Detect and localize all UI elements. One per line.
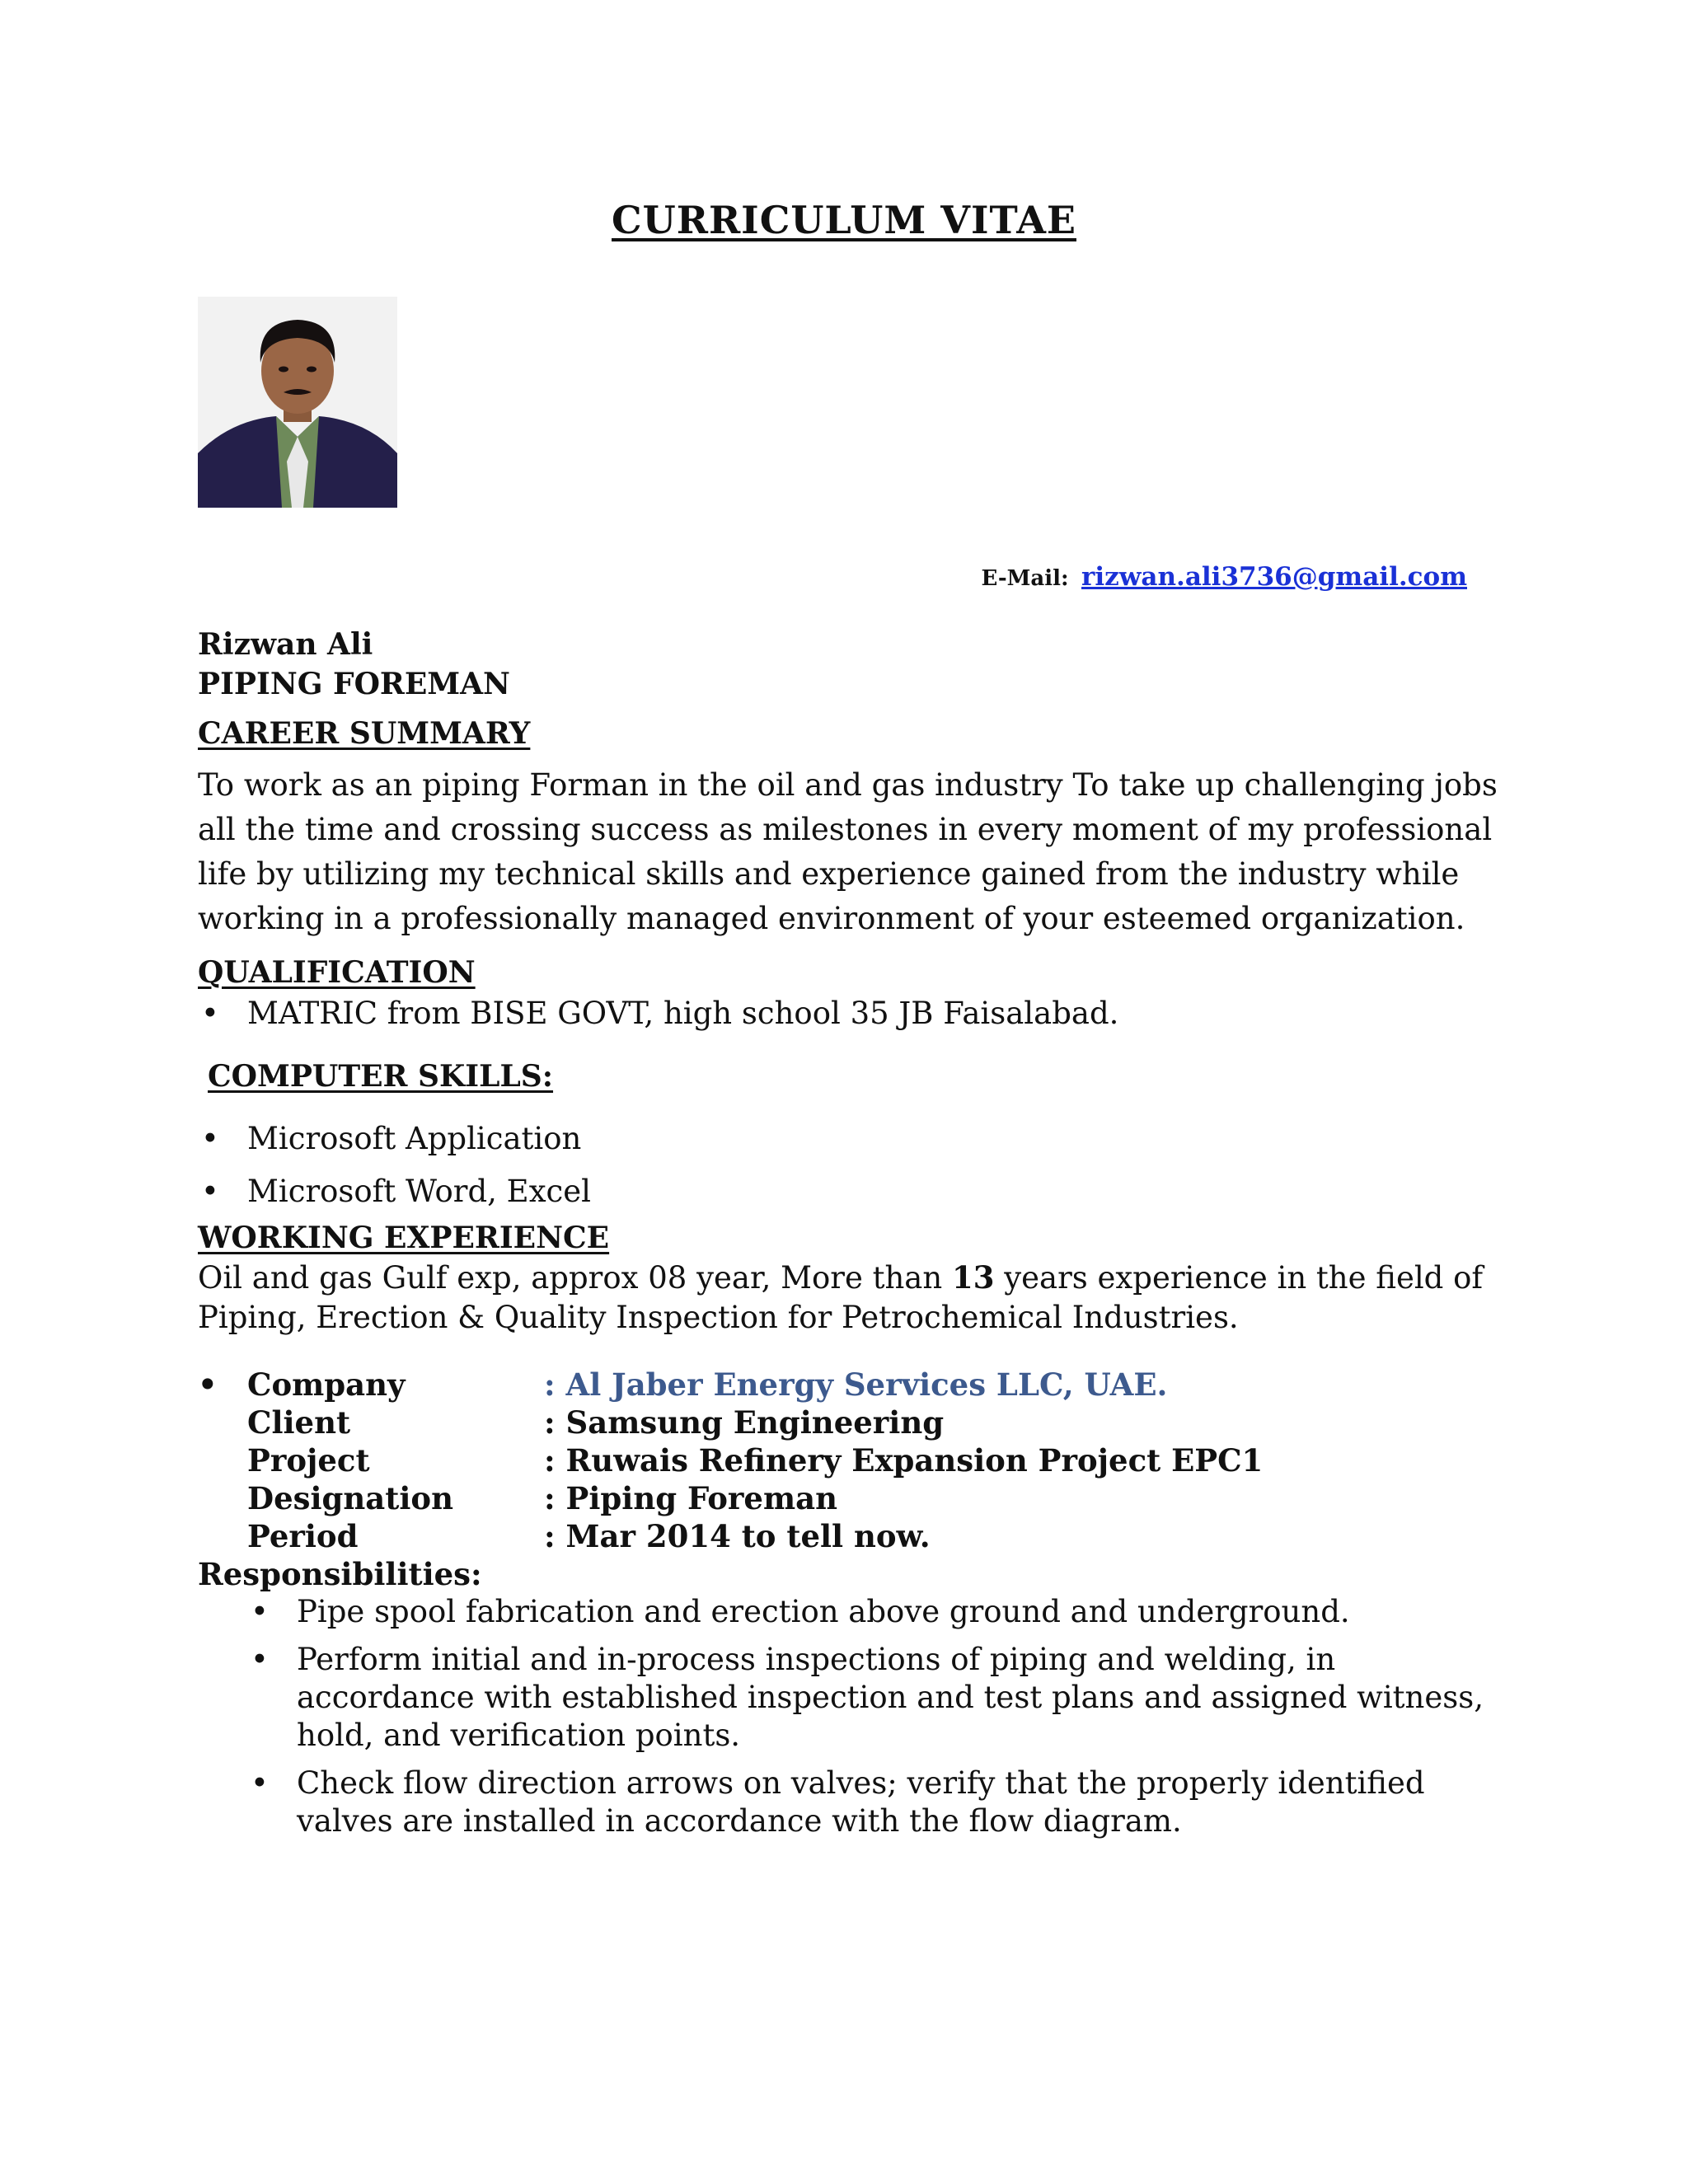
- project-label: Project: [247, 1442, 370, 1479]
- experience-text-start: Oil and gas Gulf exp, approx 08 year, More than: [198, 1260, 952, 1296]
- working-experience-heading: WORKING EXPERIENCE: [198, 1221, 610, 1255]
- email-label: E-Mail:: [981, 566, 1069, 591]
- client-value: : Samsung Engineering: [544, 1404, 945, 1441]
- list-item: [247, 1765, 1500, 1840]
- responsibility-item: Perform initial and in-process inspections of piping and welding, in accordance with established inspection and test plans and assigned witness, hold, and verification points.: [297, 1642, 1484, 1753]
- list-item: [198, 1165, 1500, 1218]
- bullet-icon: •: [251, 1642, 269, 1677]
- experience-years: 13: [951, 1259, 995, 1296]
- designation-row: [247, 1479, 1500, 1517]
- skill-item: Microsoft Application: [247, 1121, 582, 1156]
- company-value: : Al Jaber Energy Services LLC, UAE.: [544, 1366, 1168, 1403]
- bullet-icon: •: [201, 1121, 219, 1156]
- bullet-icon: •: [251, 1594, 269, 1629]
- list-item: [247, 1593, 1500, 1631]
- bullet-icon: •: [251, 1765, 269, 1801]
- computer-skills-heading: COMPUTER SKILLS:: [208, 1059, 554, 1094]
- computer-skills-list: [198, 1113, 1500, 1218]
- bullet-icon: •: [198, 1366, 218, 1403]
- responsibilities-heading: Responsibilities:: [198, 1556, 482, 1592]
- company-row: [198, 1366, 1500, 1404]
- qualification-list: [198, 992, 1500, 1035]
- project-value: : Ruwais Refinery Expansion Project EPC1: [544, 1442, 1264, 1479]
- email-line: [982, 562, 1467, 592]
- document-title: CURRICULUM VITAE: [612, 198, 1076, 242]
- period-label: Period: [247, 1518, 359, 1554]
- responsibility-item: Check flow direction arrows on valves; verify that the properly identified valves are installed in accordance with the flow diagram.: [297, 1765, 1425, 1839]
- skill-item: Microsoft Word, Excel: [247, 1174, 592, 1209]
- responsibility-item: Pipe spool fabrication and erection above ground and underground.: [297, 1594, 1350, 1629]
- career-summary-text: To work as an piping Forman in the oil and gas industry To take up challenging jobs all the time and crossing success as milestones in every moment of my professional life by utilizing my technical skills and experience gained from the industry while working in a professionally managed environment of your esteemed organization.: [198, 767, 1498, 936]
- company-label: Company: [247, 1366, 406, 1403]
- client-label: Client: [247, 1404, 351, 1441]
- responsibilities-list: [198, 1593, 1500, 1840]
- list-item: [247, 1641, 1500, 1755]
- experience-text-end: years experience in the field of Piping, Erection & Quality Inspection for Petrochemical Industries.: [198, 1260, 1484, 1335]
- period-row: [247, 1517, 1500, 1555]
- profile-photo-image: [198, 297, 397, 508]
- list-item: [198, 992, 1500, 1035]
- career-summary-heading: CAREER SUMMARY: [198, 716, 531, 751]
- period-value: : Mar 2014 to tell now.: [544, 1518, 931, 1554]
- designation-value: : Piping Foreman: [544, 1480, 837, 1516]
- candidate-role: PIPING FOREMAN: [198, 667, 510, 701]
- bullet-icon: •: [201, 1174, 219, 1209]
- cv-content: [198, 625, 1500, 1850]
- qualification-item: MATRIC from BISE GOVT, high school 35 JB Faisalabad.: [247, 996, 1119, 1031]
- working-experience-text: [198, 1258, 1500, 1338]
- bullet-icon: •: [201, 996, 219, 1031]
- designation-label: Designation: [247, 1480, 453, 1516]
- list-item: [198, 1113, 1500, 1165]
- profile-photo: [198, 297, 397, 508]
- job-details: [198, 1366, 1500, 1555]
- qualification-heading: QUALIFICATION: [198, 955, 476, 990]
- project-row: [247, 1441, 1500, 1479]
- email-link[interactable]: rizwan.ali3736@gmail.com: [1081, 562, 1467, 592]
- candidate-name: Rizwan Ali: [198, 627, 373, 662]
- client-row: [247, 1404, 1500, 1441]
